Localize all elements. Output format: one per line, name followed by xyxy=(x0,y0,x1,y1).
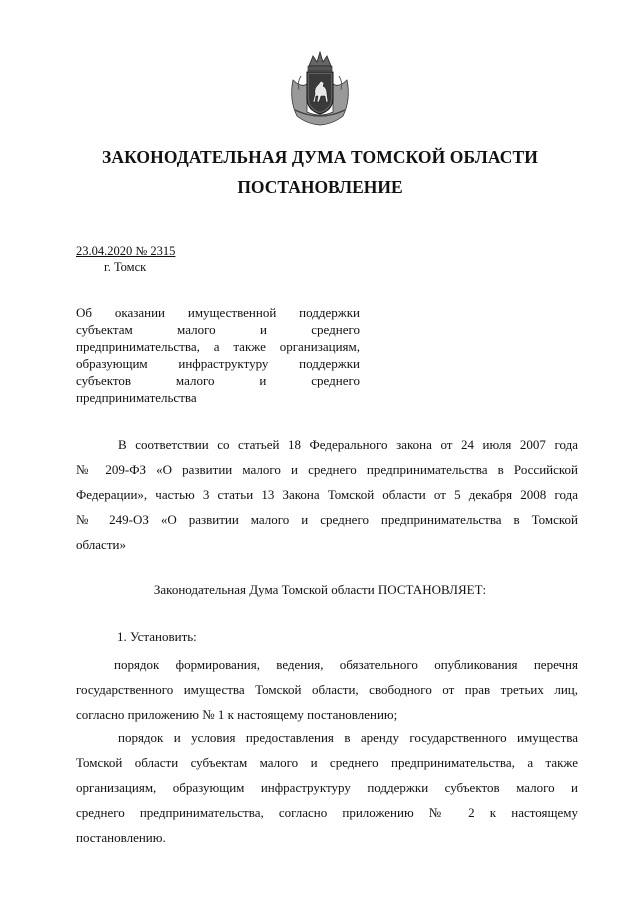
paragraph-line: среднего предпринимательства, согласно приложению № 2 к настоящему xyxy=(76,805,578,820)
paragraph-line: № 209-ФЗ «О развитии малого и среднего предпринимательства в Российской xyxy=(76,462,578,477)
paragraph-lease-conditions xyxy=(76,725,578,850)
subject-line: образующим инфраструктуру поддержки xyxy=(76,356,360,371)
paragraph-line: области» xyxy=(76,537,126,552)
paragraph-line: порядок формирования, ведения, обязательного опубликования перечня xyxy=(114,657,578,672)
paragraph-line: Федерации», частью 3 статьи 13 Закона Томской области от 5 декабря 2008 года xyxy=(76,487,578,502)
resolution-statement: Законодательная Дума Томской области ПОСТАНОВЛЯЕТ: xyxy=(153,582,487,597)
subject-line: Об оказании имущественной поддержки xyxy=(76,305,360,320)
paragraph-line: согласно приложению № 1 к настоящему постановлению; xyxy=(76,707,398,722)
paragraph-line: В соответствии со статьей 18 Федерального закона от 24 июля 2007 года xyxy=(118,437,578,452)
paragraph-line: порядок и условия предоставления в аренду государственного имущества xyxy=(118,730,578,745)
item-heading: 1. Установить: xyxy=(117,629,197,644)
paragraph-line: государственного имущества Томской области, свободного от прав третьих лиц, xyxy=(76,682,578,697)
paragraph-line: № 249-ОЗ «О развитии малого и среднего предпринимательства в Томской xyxy=(76,512,578,527)
subject-line: предпринимательства, а также организациям, xyxy=(76,339,360,354)
document-city: г. Томск xyxy=(104,260,147,274)
document-date-number: 23.04.2020 № 2315 xyxy=(76,244,176,258)
subject-line: субъектам малого и среднего xyxy=(76,322,360,337)
coat-of-arms-icon xyxy=(287,50,353,126)
document-type-title: ПОСТАНОВЛЕНИЕ xyxy=(237,177,403,197)
preamble-paragraph xyxy=(76,432,578,557)
paragraph-line: Томской области субъектам малого и среднего предпринимательства, а также xyxy=(76,755,578,770)
subject-line: предпринимательства xyxy=(76,390,197,405)
subject-line: субъектов малого и среднего xyxy=(76,373,360,388)
document-subject xyxy=(76,304,360,406)
organization-title: ЗАКОНОДАТЕЛЬНАЯ ДУМА ТОМСКОЙ ОБЛАСТИ xyxy=(102,147,538,167)
paragraph-order-formation xyxy=(76,652,578,727)
paragraph-line: постановлению. xyxy=(76,830,166,845)
paragraph-line: организациям, образующим инфраструктуру поддержки субъектов малого и xyxy=(76,780,578,795)
